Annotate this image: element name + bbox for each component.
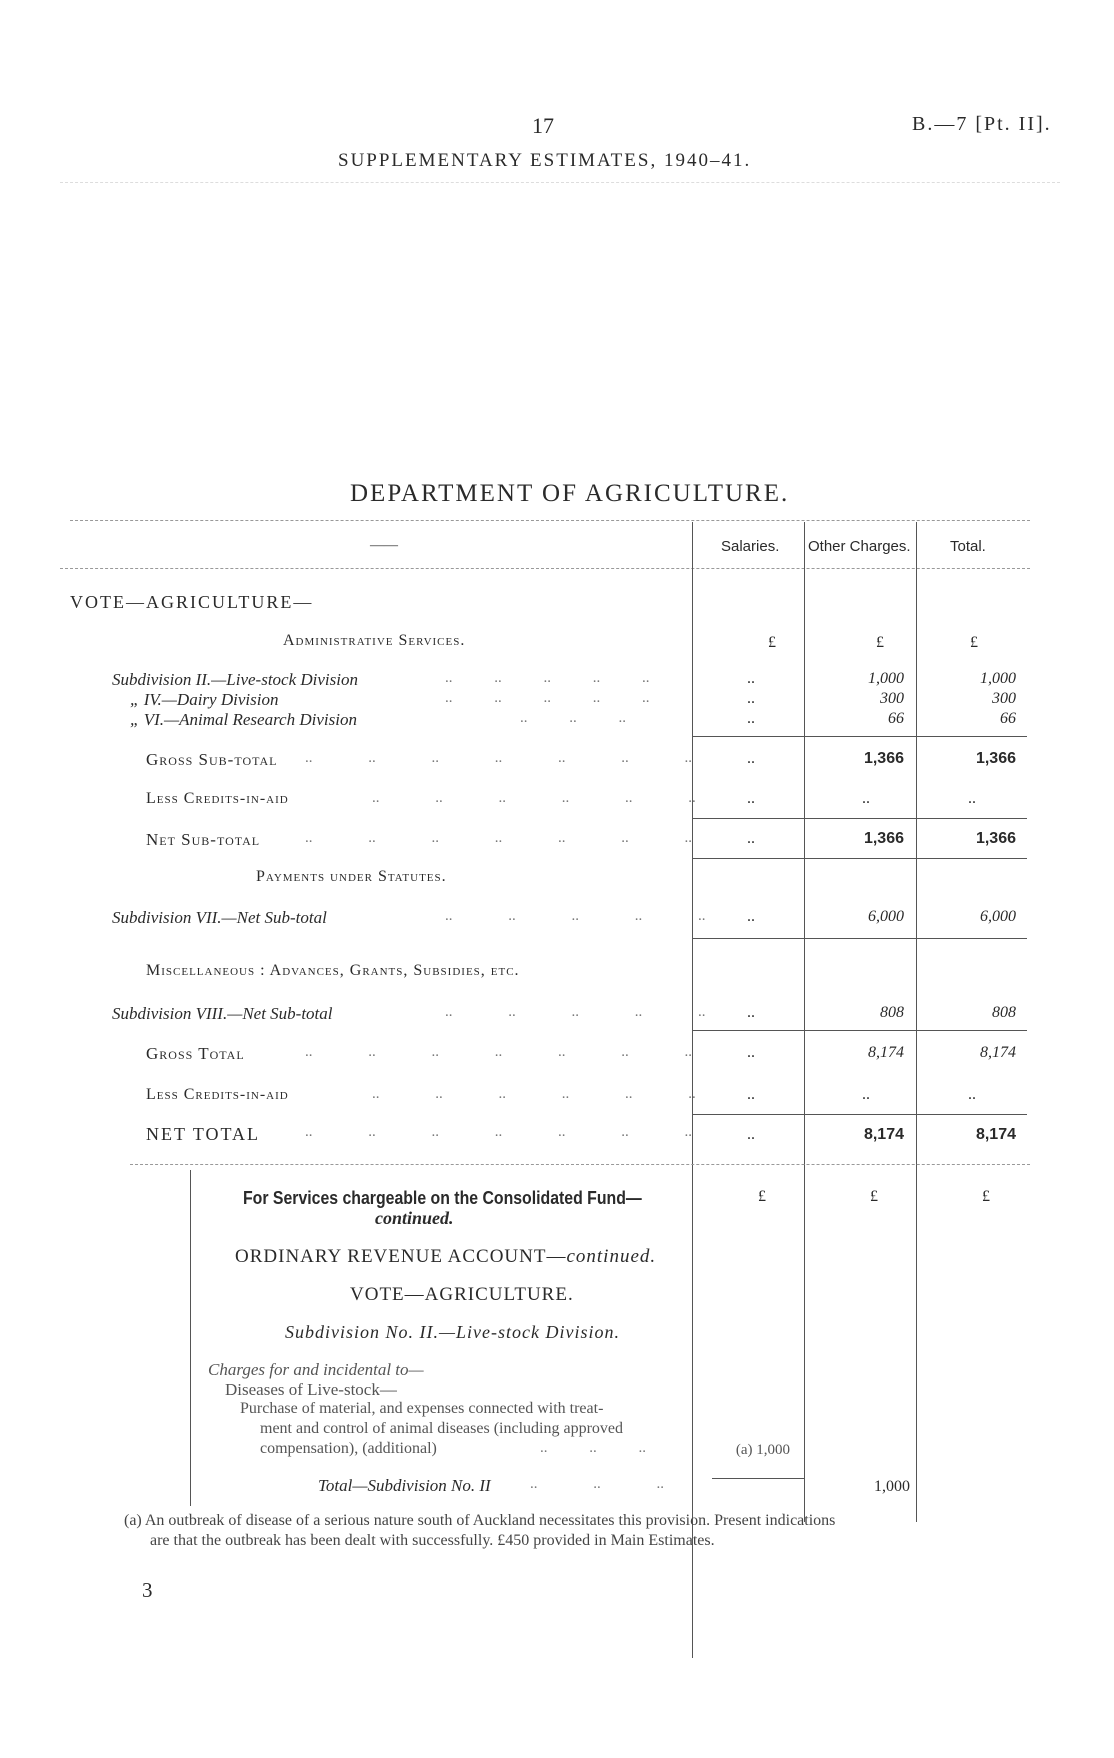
- net-subtotal-other: 1,366: [863, 830, 904, 847]
- less-credits-2-salaries: ..: [747, 1086, 755, 1103]
- lower-total-label: Total—Subdivision No. II: [318, 1476, 491, 1495]
- account-title: [235, 1246, 656, 1268]
- net-total-total: 8,174: [975, 1126, 1016, 1143]
- charges-heading: Charges for and incidental to—: [208, 1360, 424, 1379]
- less-credits-2-total: ..: [968, 1086, 976, 1103]
- item-amount: (a) 1,000: [735, 1442, 790, 1458]
- purchase-line-3: compensation), (additional): [260, 1440, 437, 1457]
- gross-total-rule: [692, 1030, 1027, 1031]
- pound-sign-salaries: £: [768, 634, 776, 651]
- sub7-other: 6,000: [868, 908, 904, 925]
- blank-column-header: ——: [370, 538, 398, 553]
- salaries-header: Salaries.: [721, 538, 780, 555]
- consolidated-fund-heading: For Services chargeable on the Consolidated Fund—: [243, 1188, 642, 1208]
- lower-pound-other: £: [870, 1188, 878, 1205]
- sub2-other: 1,000: [868, 670, 904, 687]
- pound-sign-total: £: [970, 634, 978, 651]
- purchase-line-1: Purchase of material, and expenses connected with treat-: [240, 1400, 604, 1417]
- row-label-less-credits-2: Less Credits-in-aid: [146, 1086, 289, 1103]
- leader-dots: .. .. .. .. .. .. ..: [305, 1044, 692, 1060]
- sub4-total: 300: [992, 690, 1016, 707]
- leader-dots: .. .. .. .. ..: [445, 670, 650, 686]
- item-total-rule: [712, 1478, 804, 1479]
- row-label-sub2: Subdivision II.—Live-stock Division: [112, 670, 358, 689]
- sub8-total: 808: [992, 1004, 1016, 1021]
- sub2-salaries: ..: [747, 670, 755, 687]
- purchase-line-2: ment and control of animal diseases (including approved: [260, 1420, 624, 1437]
- lower-pound-total: £: [982, 1188, 990, 1205]
- leader-dots: .. .. .. .. .. ..: [372, 1086, 696, 1102]
- leader-dots: .. .. .. .. .. .. ..: [305, 750, 692, 766]
- table-top-rule: [70, 520, 1030, 521]
- net-total-salaries: ..: [747, 1126, 755, 1143]
- row-label-net-subtotal: Net Sub-total: [146, 830, 261, 849]
- net-subtotal-rule: [692, 818, 1027, 819]
- leader-dots: .. .. ..: [520, 710, 626, 726]
- lower-subdivision-title: Subdivision No. II.—Live-stock Division.: [285, 1322, 620, 1342]
- gross-total-other: 8,174: [868, 1044, 904, 1061]
- subtotal-rule: [692, 736, 1027, 737]
- other-charges-header: Other Charges.: [808, 538, 911, 555]
- item-amount-right-rule: [804, 1436, 805, 1468]
- gross-total-total: 8,174: [980, 1044, 1016, 1061]
- header-bottom-rule: [60, 568, 1030, 569]
- lower-box-left-border: [190, 1170, 191, 1506]
- gross-subtotal-salaries: ..: [747, 750, 755, 767]
- leader-dots: .. .. .. .. .. .. ..: [305, 830, 692, 846]
- row-label-sub4: „ IV.—Dairy Division: [130, 690, 279, 709]
- row-label-sub6: „ VI.—Animal Research Division: [130, 710, 357, 729]
- diseases-heading: Diseases of Live-stock—: [225, 1380, 397, 1399]
- statutes-rule: [692, 858, 1027, 859]
- signature-mark: 3: [142, 1578, 153, 1602]
- leader-dots: .. .. .. .. .. ..: [372, 790, 696, 806]
- department-title: DEPARTMENT OF AGRICULTURE.: [350, 480, 790, 507]
- consolidated-fund-heading-cont: continued.: [375, 1208, 454, 1228]
- leader-dots: .. .. .. .. ..: [445, 690, 650, 706]
- misc-rule: [692, 938, 1027, 939]
- net-subtotal-salaries: ..: [747, 830, 755, 847]
- sub2-total: 1,000: [980, 670, 1016, 687]
- row-label-gross-subtotal: Gross Sub-total: [146, 750, 278, 769]
- row-label-gross-total: Gross Total: [146, 1044, 245, 1063]
- upper-table-bottom-rule: [130, 1164, 1030, 1165]
- lower-total-amount: 1,000: [874, 1478, 910, 1495]
- column-divider-other: [804, 522, 805, 1522]
- vote-title: VOTE—AGRICULTURE—: [70, 592, 314, 612]
- less-credits-2-other: ..: [862, 1086, 870, 1103]
- gross-subtotal-other: 1,366: [863, 750, 904, 767]
- leader-dots: .. .. .. .. .. .. ..: [305, 1124, 692, 1140]
- less-credits-other: ..: [862, 790, 870, 807]
- section-miscellaneous: Miscellaneous : Advances, Grants, Subsidies, etc.: [146, 962, 520, 979]
- sub8-other: 808: [880, 1004, 904, 1021]
- sub6-salaries: ..: [747, 710, 755, 727]
- sub6-other: 66: [888, 710, 904, 727]
- document-reference: B.—7 [Pt. II].: [912, 113, 1052, 135]
- sub7-total: 6,000: [980, 908, 1016, 925]
- footnote-line-1: (a) An outbreak of disease of a serious nature south of Auckland necessitates this provision. Present indications: [124, 1512, 836, 1529]
- leader-dots: .. .. .. .. ..: [445, 908, 706, 924]
- row-label-sub8: Subdivision VIII.—Net Sub-total: [112, 1004, 333, 1023]
- net-total-other: 8,174: [863, 1126, 904, 1143]
- sub6-total: 66: [1000, 710, 1016, 727]
- less-credits-total: ..: [968, 790, 976, 807]
- sub7-salaries: ..: [747, 908, 755, 925]
- lower-vote-title: VOTE—AGRICULTURE.: [350, 1284, 574, 1305]
- sub8-salaries: ..: [747, 1004, 755, 1021]
- account-title-cont: continued.: [566, 1246, 657, 1267]
- row-label-less-credits: Less Credits-in-aid: [146, 790, 289, 807]
- sub4-other: 300: [880, 690, 904, 707]
- pound-sign-other: £: [876, 634, 884, 651]
- section-administrative-services: Administrative Services.: [283, 632, 466, 649]
- net-total-rule: [692, 1114, 1027, 1115]
- row-label-sub7: Subdivision VII.—Net Sub-total: [112, 908, 327, 927]
- gross-subtotal-total: 1,366: [975, 750, 1016, 767]
- gross-total-salaries: ..: [747, 1044, 755, 1061]
- net-subtotal-total: 1,366: [975, 830, 1016, 847]
- leader-dots: .. .. ..: [540, 1440, 646, 1456]
- less-credits-salaries: ..: [747, 790, 755, 807]
- leader-dots: .. .. ..: [530, 1476, 664, 1492]
- page-number: 17: [532, 113, 554, 138]
- running-title: SUPPLEMENTARY ESTIMATES, 1940–41.: [338, 150, 752, 171]
- sub4-salaries: ..: [747, 690, 755, 707]
- column-divider-total: [916, 522, 917, 1522]
- account-title-text: ORDINARY REVENUE ACCOUNT—: [235, 1246, 567, 1267]
- header-rule: [60, 182, 1060, 183]
- lower-pound-salaries: £: [758, 1188, 766, 1205]
- leader-dots: .. .. .. .. ..: [445, 1004, 706, 1020]
- section-payments-under-statutes: Payments under Statutes.: [256, 868, 447, 885]
- footnote-line-2: are that the outbreak has been dealt with successfully. £450 provided in Main Estimates.: [150, 1532, 715, 1549]
- total-header: Total.: [950, 538, 986, 555]
- row-label-net-total: NET TOTAL: [146, 1124, 261, 1144]
